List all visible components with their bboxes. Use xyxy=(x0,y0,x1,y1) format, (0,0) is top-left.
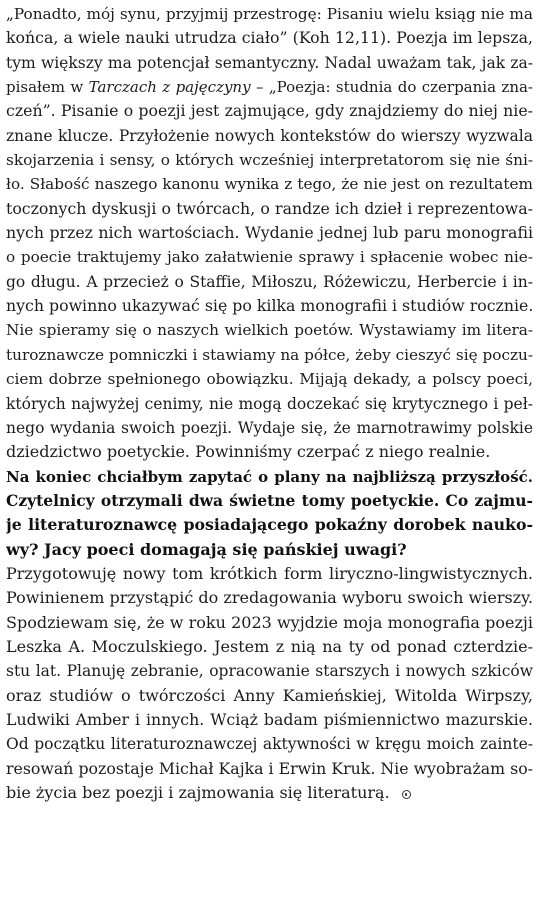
text-line: Spodziewam się, że w roku 2023 wyjdzie moja monografia poezji xyxy=(6,612,533,632)
text-line: „Ponadto, mój synu, przyjmij przestrogę: Pisaniu wielu ksiąg nie ma xyxy=(6,5,533,23)
text-line: Powinienem przystąpić do zredagowania wyboru swoich wierszy. xyxy=(6,588,533,608)
text-line: resowań pozostaje Michał Kajka i Erwin Kruk. Nie wyobrażam so- xyxy=(6,758,533,778)
interview-question xyxy=(6,465,533,562)
text-line: Nie spieramy się o naszych wielkich poetów. Wystawiamy im litera- xyxy=(6,321,533,340)
text-line: ło. Słabość naszego kanonu wynika z tego, że nie jest on rezultatem xyxy=(6,175,533,194)
article-page xyxy=(6,2,533,805)
question-line: Na koniec chciałbym zapytać o plany na najbliższą przyszłość. xyxy=(6,467,533,486)
text-line: czeń”. Pisanie o poezji jest zajmujące, gdy znajdziemy do niej nie- xyxy=(6,101,533,121)
text-line: końca, a wiele nauki utrudza ciało” (Koh 12,11). Poezja im lepsza, xyxy=(6,28,533,48)
answer-paragraph-2 xyxy=(6,562,533,805)
text-line: nych powinno ukazywać się po kilka monografii i studiów rocznie. xyxy=(6,296,533,316)
text-line: nego wydania swoich poezji. Wydaje się, że marnotrawimy polskie xyxy=(6,418,533,437)
text-segment: – „Poezja: studnia do czerpania zna- xyxy=(250,78,533,97)
text-line: nych przez nich wartościach. Wydanie jednej lub paru monografii xyxy=(6,223,533,243)
text-line: go długu. A przecież o Staffie, Miłoszu, Różewiczu, Herbercie i in- xyxy=(6,272,533,291)
text-line: turoznawcze pomniczki i stawiamy na półce, żeby cieszyć się poczu- xyxy=(6,345,533,364)
text-line: skojarzenia i sensy, o których wcześniej interpretatorom się nie śni- xyxy=(6,151,533,170)
text-line: Przygotowuję nowy tom krótkich form liryczno-lingwistycznych. xyxy=(6,563,533,583)
book-title: Tarczach z pajęczyny xyxy=(88,78,251,97)
text-line: stu lat. Planuję zebranie, opracowanie starszych i nowych szkiców xyxy=(6,662,533,681)
text-line: Od początku literaturoznawczej aktywności w kręgu moich zainte- xyxy=(6,735,533,754)
answer-paragraph-1 xyxy=(6,2,533,465)
text-line: tym większy ma potencjał semantyczny. Nadal uważam tak, jak za- xyxy=(6,53,533,72)
question-line: je literaturoznawcę posiadającego pokaźny dorobek nauko- xyxy=(6,515,533,535)
question-line: wy? Jacy poeci domagają się pańskiej uwagi? xyxy=(6,539,407,559)
text-line: dziedzictwo poetyckie. Powinniśmy czerpać z niego realnie. xyxy=(6,442,491,462)
text-line xyxy=(6,781,533,805)
end-of-article-circle-icon xyxy=(402,790,411,799)
text-line: ciem dobrze spełnionego obowiązku. Mijają dekady, a polscy poeci, xyxy=(6,370,533,389)
text-segment: bie życia bez poezji i zajmowania się literaturą. xyxy=(6,783,390,802)
question-line: Czytelnicy otrzymali dwa świetne tomy poetyckie. Co zajmu- xyxy=(6,490,533,510)
text-segment: pisałem w xyxy=(6,78,84,97)
text-line: znane klucze. Przyłożenie nowych kontekstów do wierszy wyzwala xyxy=(6,126,533,145)
text-line: toczonych dyskusji o twórcach, o randze ich dzieł i reprezentowa- xyxy=(6,198,533,218)
text-line: Ludwiki Amber i innych. Wciąż badam piśmiennictwo mazurskie. xyxy=(6,709,533,729)
text-line xyxy=(6,75,533,99)
text-line: których najwyżej cenimy, nie mogą doczekać się krytycznego i peł- xyxy=(6,394,533,413)
text-line: Leszka A. Moczulskiego. Jestem z nią na ty od ponad czterdzie- xyxy=(6,636,533,656)
text-line: oraz studiów o twórczości Anny Kamieńskiej, Witolda Wirpszy, xyxy=(6,685,533,705)
text-line: o poecie traktujemy jako załatwienie sprawy i spłacenie wobec nie- xyxy=(6,248,533,267)
